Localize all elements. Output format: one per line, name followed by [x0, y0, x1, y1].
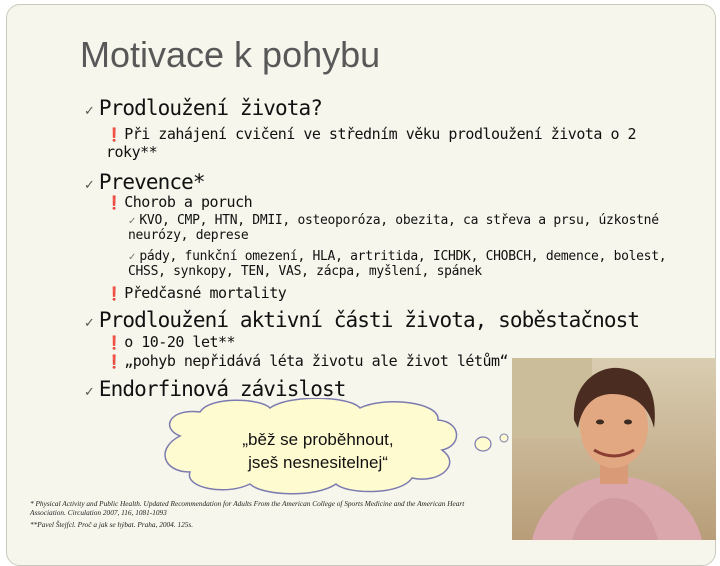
sub-bullet-chorob: ❗ Chorob a poruch: [106, 193, 253, 211]
sub-bullet-citat: ❗ „pohyb nepřidává léta životu ale život létům“: [106, 352, 509, 370]
footnote-1: * Physical Activity and Public Health. Updated Recommendation for Adults From the American College of Sports Medicine and the American Heart Association. Circulation 2007, 116, 1081-1093: [30, 499, 465, 517]
bullet-icon: ❗: [106, 196, 123, 211]
bullet-endorfinova-zavislost: ✓ Endorfinová závislost: [84, 377, 346, 401]
bullet-icon: ✓: [84, 316, 95, 331]
bullet-prodlouzeni-zivota: ✓ Prodloužení života?: [84, 96, 323, 120]
woman-photo: [512, 358, 716, 540]
bullet-icon: ✓: [128, 216, 137, 227]
sub-bullet-10-20-let: ❗ o 10-20 let**: [106, 333, 236, 351]
slide-title: Motivace k pohybu: [80, 34, 381, 75]
footnote-2: **Pavel Štejfcl. Proč a jak se hýbat. Praha, 2004. 125s.: [30, 520, 194, 529]
sub-sub-bullet-pady: ✓ pády, funkční omezení, HLA, artritida, ICHDK, CHOBCH, demence, bolest, CHSS, synkopy, TEN, VAS, zácpa, myšlení, spánek: [128, 249, 667, 279]
bullet-icon: ❗: [106, 287, 123, 302]
bullet-prevence: ✓ Prevence*: [84, 170, 205, 194]
bullet-icon: ❗: [106, 336, 123, 351]
bullet-icon: ✓: [84, 104, 95, 119]
cloud-quote: „běž se proběhnout, jseš nesnesitelnej“: [242, 430, 394, 472]
sub-sub-bullet-kvo: ✓ KVO, CMP, HTN, DMII, osteoporóza, obezita, ca střeva a prsu, úzkostné neurózy, deprese: [128, 213, 659, 243]
sub-bullet-zahajeni-cviceni: ❗ Při zahájení cvičení ve středním věku prodloužení života o 2 roky**: [106, 125, 637, 161]
sub-bullet-predcasne-mortality: ❗ Předčasné mortality: [106, 284, 287, 302]
bullet-icon: ✓: [84, 178, 95, 193]
bullet-aktivni-cast: ✓ Prodloužení aktivní části života, soběstačnost: [84, 308, 640, 332]
bullet-icon: ❗: [106, 128, 123, 143]
bullet-icon: ✓: [128, 252, 137, 263]
bullet-icon: ❗: [106, 355, 123, 370]
bullet-icon: ✓: [84, 385, 95, 400]
